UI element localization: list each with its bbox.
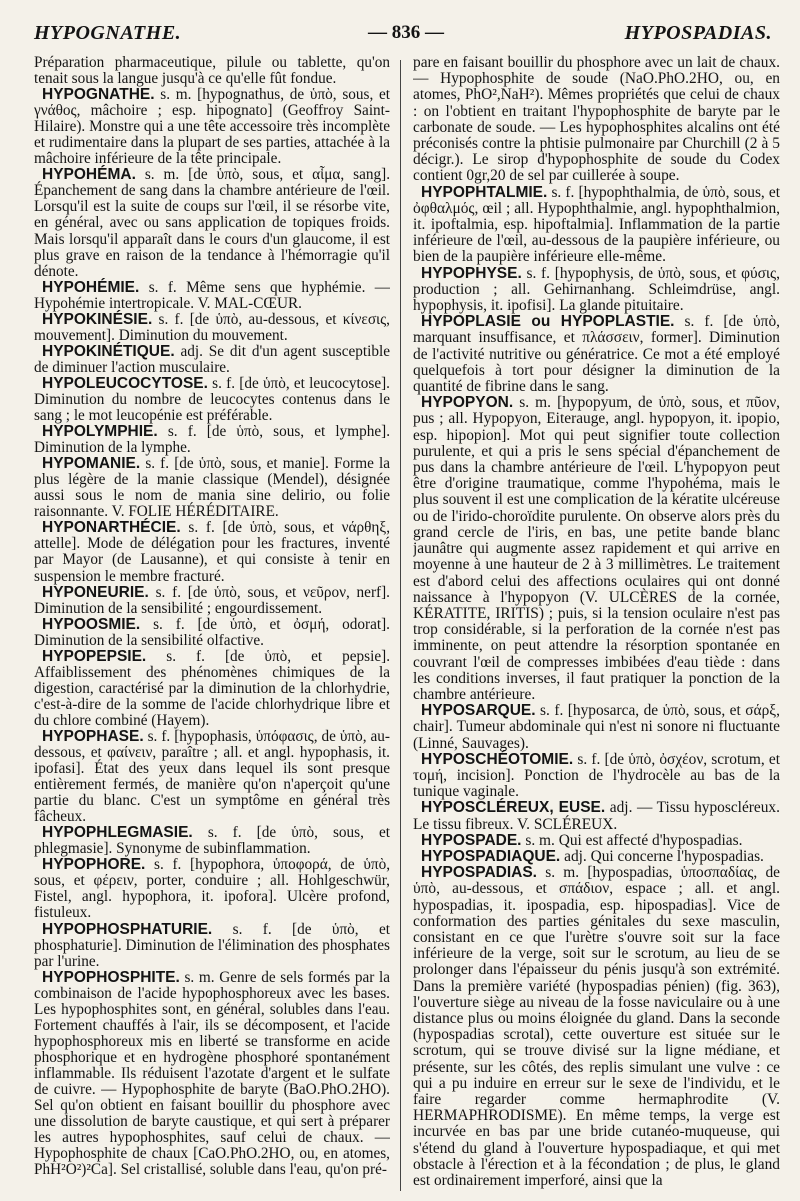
dictionary-entry <box>34 857 390 921</box>
dictionary-entry <box>413 266 780 315</box>
dictionary-entry <box>413 865 780 1189</box>
running-head-right: HYPOSPADIAS. <box>624 22 772 44</box>
entry-definition: s. f. [de ὑπὸ, et pepsie]. Affaiblissement des phénomènes chimiques de la digestion, caractérisé par la diminution de la chlorhydrie, c'est-à-dire de la somme de l'acide chlorhydrique libre et du chlore combiné (Hayem). <box>34 647 390 729</box>
entry-headword: HYPOOSMIE. <box>42 615 141 633</box>
entry-definition: s. f. [de ὑπὸ, sous, et νεῦρον, nerf]. Diminution de la sensibilité ; engourdissement. <box>34 583 390 617</box>
dictionary-entry <box>413 800 780 832</box>
dictionary-entry <box>34 585 390 617</box>
entry-definition: s. f. [de ὑπὸ, ὀσχέον, scrotum, et τομή, incision]. Ponction de l'hydrocèle au bas de la tunique vaginale. <box>413 750 780 801</box>
page-number: — 836 — <box>368 22 444 43</box>
entry-headword: HYPONEURIE. <box>42 583 149 601</box>
entry-headword: HYPOSCHÉOTOMIE. <box>421 750 574 768</box>
entry-headword: HYPOSPADIAQUE. <box>421 847 561 865</box>
entry-headword: HYPOPHTALMIE. <box>421 183 548 201</box>
entry-headword: HYPOHÉMA. <box>42 166 136 184</box>
entry-headword: HYPOKINÉSIE. <box>42 310 153 328</box>
right-column <box>413 55 780 1197</box>
entry-headword: HYPOPHYSE. <box>421 264 522 282</box>
entry-headword: HYPOSARQUE. <box>421 702 536 720</box>
dictionary-entry <box>34 55 390 87</box>
entry-definition: s. f. [de ὑπὸ, sous, et manie]. Forme la plus légère de la manie classique (Mendel), désignée aussi sous le nom de mania sine delirio, ou folie raisonnante. V. FOLIE HÉRÉDITAIRE. <box>34 455 390 521</box>
entry-definition: s. m. [de ὑπὸ, sous, et αἷμα, sang]. Épanchement de sang dans la chambre antérieure de l'œil. Lorsqu'il est la suite de coups sur l'œil, il se résorbe vite, en général, avec ou sans application de topiques froids. Mais lorsqu'il apparaît dans le cours d'un glaucome, il est plus grave en raison de la tendance à l'hémorragie qu'il dénote. <box>34 166 390 280</box>
entry-headword: HYPOGNATHE. <box>42 86 155 104</box>
dictionary-entry <box>413 752 780 801</box>
entry-definition: adj. — Tissu hyposcléreux. Le tissu fibreux. V. SCLÉREUX. <box>413 799 780 833</box>
dictionary-entry <box>34 280 390 312</box>
entry-headword: HYPOPEPSIE. <box>42 647 147 665</box>
dictionary-entry <box>34 376 390 424</box>
dictionary-entry <box>34 649 390 729</box>
dictionary-entry <box>413 849 780 865</box>
entry-definition: s. f. [de ὑπὸ, sous, et νάρθηξ, attelle]. Mode de délégation pour les fractures, inventé par Mayor (de Lausanne), et qui consiste à tenir en suspension le membre fracturé. <box>34 519 390 585</box>
dictionary-entry <box>34 922 390 970</box>
column-divider <box>400 60 401 1191</box>
running-head-left: HYPOGNATHE. <box>34 22 182 44</box>
entry-headword: HYPOSPADIAS. <box>421 864 537 882</box>
entry-definition: Préparation pharmaceutique, pilule ou tablette, qu'on tenait sous la langue jusqu'à ce qu'elle fût fondue. <box>34 55 390 88</box>
entry-definition: adj. Se dit d'un agent susceptible de diminuer l'action musculaire. <box>34 342 390 376</box>
entry-definition: s. f. [hypophora, ὑποφορά, de ὑπὸ, sous, et φέρειν, porter, conduire ; all. Hohlgeschwür, Fistel, angl. hypophora, it. ipofora]. Ulcère profond, fistuleux. <box>34 856 390 922</box>
page-header <box>34 22 778 50</box>
entry-definition: s. f. [de ὑπὸ, marquant insuffisance, et πλάσσειν, former]. Diminution de l'activité nutritive ou génératrice. Ce mot a été employé quelquefois à tort pour désigner la diminution de la quantité de fibrine dans le sang. <box>413 313 780 396</box>
entry-definition: s. m. [hypopyum, de ὑπὸ, sous, et πῦον, pus ; all. Hypopyon, Eiterauge, angl. hypopyon, it. ipopio, esp. hipopion]. Mot qui peut signifier toute collection purulente, et qui a pris le sens spécial d'épanchement de pus dans la chambre antérieure de l'œil. L'hypopyon peut être d'origine traumatique, comme l'hypohéma, mais le plus souvent il est une complication de la kératite ulcéreuse ou de l'irido-choroïdite purulente. On observe alors près du grand cercle de l'iris, en bas, une petite bande blanc jaunâtre qui augmente assez rapidement et qui arrive en moyenne à une hauteur de 2 à 3 millimètres. Le traitement est d'abord celui des affections oculaires qui ont donné naissance à l'hypopyon (V. ULCÈRES de la cornée, KÉRATITE, IRITIS) ; puis, si la tension oculaire n'est pas trop considérable, si la perforation de la cornée n'est pas imminente, on peut attendre la résorption spontanée en couvrant l'œil de compresses imbibées d'eau tiède : dans les conditions inverses, il faut pratiquer la ponction de la chambre antérieure. <box>413 394 780 703</box>
dictionary-entry <box>34 617 390 649</box>
entry-headword: HYPOSCLÉREUX, EUSE. <box>421 799 606 817</box>
entry-definition: s. f. [de ὑπὸ, au-dessous, et κίνεσις, mouvement]. Diminution du mouvement. <box>34 310 390 344</box>
entry-headword: HYPOKINÉTIQUE. <box>42 342 175 360</box>
entry-headword: HYPOLYMPHIE. <box>42 423 158 441</box>
left-column <box>34 55 390 1197</box>
dictionary-entry <box>34 825 390 857</box>
entry-headword: HYPOPHORE. <box>42 856 146 874</box>
dictionary-entry <box>413 55 780 185</box>
entry-definition: s. f. [hypophysis, de ὑπὸ, sous, et φύσις, production ; all. Gehirnanhang. Schleimdrüse, angl. hypophysis, it. ipofisi]. La glande pituitaire. <box>413 264 780 315</box>
dictionary-entry <box>34 424 390 456</box>
entry-headword: HYPOSPADE. <box>421 831 522 849</box>
dictionary-entry <box>34 167 390 279</box>
entry-definition: s. f. [de ὑπὸ, sous, et phlegmasie]. Synonyme de subinflammation. <box>34 824 390 858</box>
dictionary-entry <box>413 395 780 703</box>
entry-headword: HYPOPHOSPHITE. <box>42 968 180 986</box>
dictionary-entry <box>34 87 390 167</box>
dictionary-entry <box>34 312 390 344</box>
entry-headword: HYPOPHLEGMASIE. <box>42 824 193 842</box>
entry-definition: s. f. [hypophthalmia, de ὑπὸ, sous, et ὀφθαλμός, œil ; all. Hypophthalmie, angl. hypophthalmion, it. ipoftalmia, esp. hipoftalmia]. Inflammation de la partie inférieure de l'œil, au-dessous de la paupière inférieure, ou bien de la paupière inférieure elle-même. <box>413 183 780 266</box>
dictionary-entry <box>413 833 780 849</box>
entry-definition: s. f. [de ὑπὸ, et phosphaturie]. Diminution de l'élimination des phosphates par l'urine. <box>34 920 390 970</box>
entry-headword: HYPOLEUCOCYTOSE. <box>42 374 208 392</box>
entry-definition: s. m. [hypognathus, de ὑπὸ, sous, et γνάθος, mâchoire ; esp. hipognato] (Geoffroy Saint-Hilaire). Monstre qui a une tête accessoire très incomplète et rudimentaire dans la plupart de ses parties, attachée à la mâchoire inférieure de la tête principale. <box>34 86 390 168</box>
entry-definition: s. f. [hypophasis, ὑπόφασις, de ὑπὸ, au-dessous, et φαίνειν, paraître ; all. et angl. hypophasis, it. ipofasi]. État des yeux dans lequel ils sont presque entièrement fermés, de manière qu'on n'aperçoit qu'une partie du blanc. C'est un symptôme en général très fâcheux. <box>34 727 390 826</box>
dictionary-entry <box>34 729 390 825</box>
dictionary-entry <box>34 520 390 584</box>
dictionary-entry <box>413 703 780 752</box>
entry-definition: s. f. [de ὑπὸ, et leucocytose]. Diminution du nombre de leucocytes contenus dans le sang ; le mot leucopénie est préférable. <box>34 374 390 425</box>
entry-headword: HYPOPHOSPHATURIE. <box>42 920 213 938</box>
dictionary-entry <box>413 185 780 266</box>
entry-definition: adj. Qui concerne l'hypospadias. <box>564 847 764 865</box>
entry-definition: s. f. [de ὑπὸ, sous, et lymphe]. Diminution de la lymphe. <box>34 423 390 457</box>
entry-definition: pare en faisant bouillir du phosphore avec un lait de chaux. — Hypophosphite de soude (NaO.PhO.2HO, ou, en atomes, PhO²,NaH²). Mêmes propriétés que celui de chaux : on l'obtient en traitant l'hypophosphite de baryte par le carbonate de soude. — Les hypophosphites alcalins ont été préconisés contre la phtisie pulmonaire par Churchill (2 à 5 décigr.). Le sirop d'hypophosphite de soude du Codex contient 0gr,20 de sel par cuillerée à soupe. <box>413 55 780 185</box>
entry-definition: s. f. [de ὑπὸ, et ὀσμή, odorat]. Diminution de la sensibilité olfactive. <box>34 615 390 649</box>
dictionary-entry <box>34 970 390 1179</box>
entry-headword: HYPOHÉMIE. <box>42 278 140 296</box>
entry-headword: HYPOMANIE. <box>42 455 141 473</box>
entry-definition: s. m. Genre de sels formés par la combinaison de l'acide hypophosphoreux avec les bases. Les hypophosphites sont, en général, solubles dans l'eau. Fortement chauffés à l'air, ils se décomposent, et l'acide hypophosphoreux mis en liberté se transforme en acide phosphorique et en hydrogène phosphoré spontanément inflammable. Ils réduisent l'azotate d'argent et le sulfate de cuivre. — Hypophosphite de baryte (BaO.PhO.2HO). Sel qu'on obtient en faisant bouillir du phosphore avec une dissolution de baryte caustique, et qui sert à préparer les autres hypophosphites, sauf celui de chaux. — Hypophosphite de chaux [CaO.PhO.2HO, ou, en atomes, PhH²O²)²Ca]. Sel cristallisé, soluble dans l'eau, qu'on pré- <box>34 968 390 1179</box>
entry-definition: s. m. [hypospadias, ὑποσπαδίας, de ὑπὸ, au-dessous, et σπάδιον, espace ; all. et angl. hypospadias, it. ipospadia, esp. hipospadias]. Vice de conformation des parties génitales du sexe masculin, consistant en ce que l'urètre s'ouvre soit sur la face inférieure de la verge, soit sur le scrotum, au lieu de se prolonger dans l'épaisseur du pénis jusqu'à son extrémité. Dans la première variété (hypospadias pénien) (fig. 363), l'ouverture siège au niveau de la fosse naviculaire ou à une distance plus ou moins éloignée du gland. Dans la seconde (hypospadias scrotal), cette ouverture est située sur le scrotum, qui se trouve divisé sur la ligne médiane, et présente, sur les côtés, des replis simulant une vulve : ce qui a pu induire en erreur sur le sexe de l'individu, et le faire regarder comme hermaphrodite (V. HERMAPHRODISME). En même temps, la verge est incurvée en bas par une bride cutanéo-muqueuse, qui s'étend du gland à l'ouverture hypospadiaque, et qui met obstacle à l'érection et à la fécondation ; de plus, le gland est ordinairement imperforé, ainsi que la <box>413 864 780 1190</box>
entry-headword: HYPOPYON. <box>421 394 514 412</box>
entry-headword: HYPOPHASE. <box>42 727 144 745</box>
entry-definition: s. m. Qui est affecté d'hypospadias. <box>525 831 743 849</box>
dictionary-entry <box>34 344 390 376</box>
dictionary-entry <box>34 456 390 520</box>
entry-definition: s. f. [hyposarca, de ὑπὸ, sous, et σάρξ, chair]. Tumeur abdominale qui n'est ni sonore ni fluctuante (Linné, Sauvages). <box>413 702 780 752</box>
entry-headword: HYPONARTHÉCIE. <box>42 519 181 537</box>
entry-headword: HYPOPLASIE ou HYPOPLASTIE. <box>421 313 675 331</box>
dictionary-entry <box>413 314 780 395</box>
entry-definition: s. f. Même sens que hyphémie. — Hypohémie intertropicale. V. MAL-CŒUR. <box>34 278 390 312</box>
